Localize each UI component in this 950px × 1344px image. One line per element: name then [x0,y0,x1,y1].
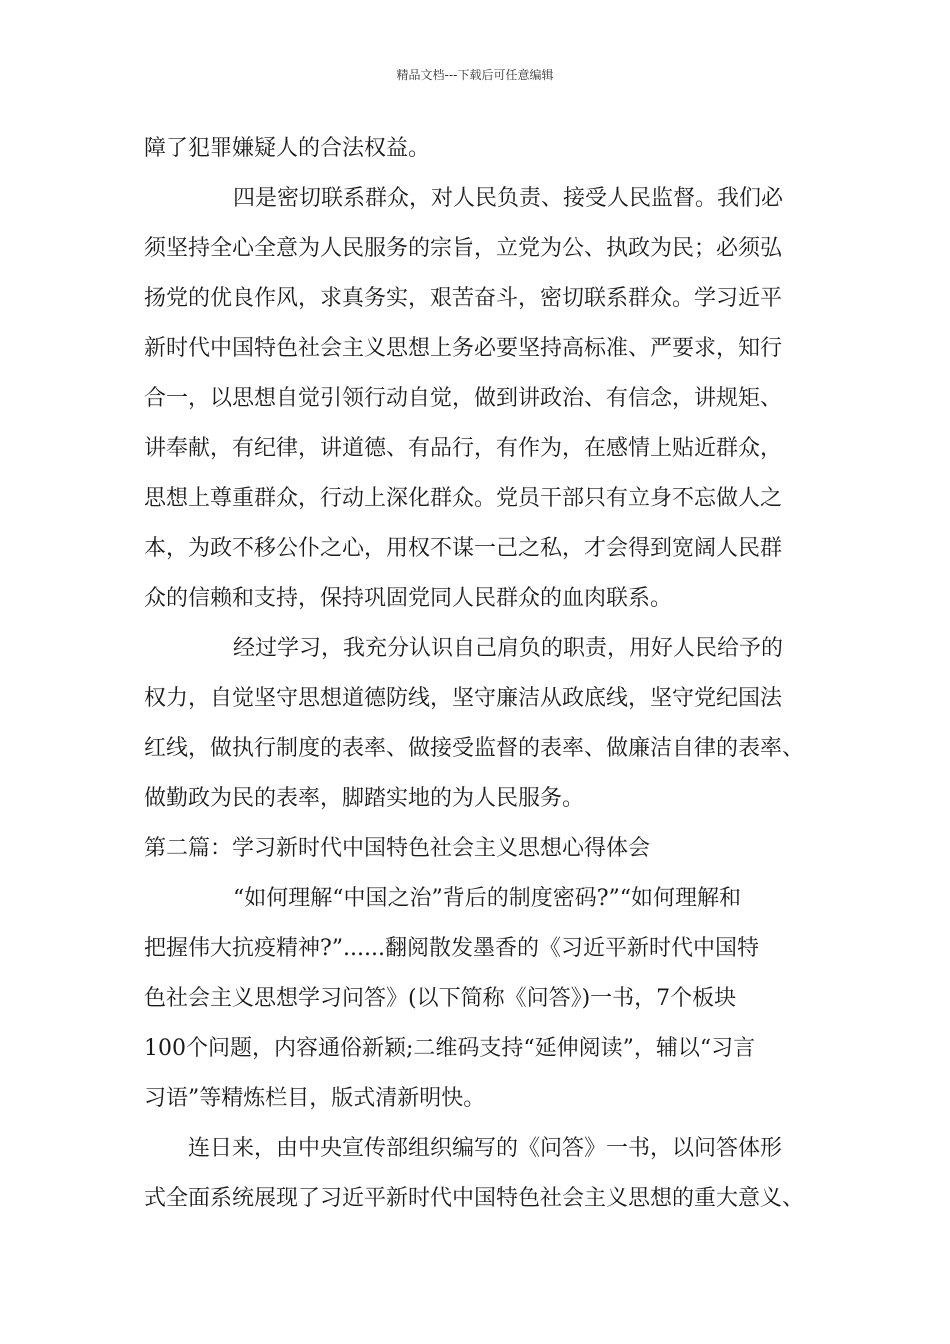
paragraph-start-line: 经过学习，我充分认识自己肩负的职责，用好人民给予的 [233,636,784,661]
text-line: 众的信赖和支持，保持巩固党同人民群众的血肉联系。 [144,586,673,611]
text-line: 式全面系统展现了习近平新时代中国特色社会主义思想的重大意义、 [144,1186,805,1211]
document-body [144,132,824,1232]
text-line: 做勤政为民的表率，脚踏实地的为人民服务。 [144,786,585,811]
section-heading: 第二篇：学习新时代中国特色社会主义思想心得体会 [144,836,651,861]
text-line: 扬党的优良作风，求真务实，艰苦奋斗，密切联系群众。学习近平 [144,286,783,311]
text-line: 权力，自觉坚守思想道德防线，坚守廉洁从政底线，坚守党纪国法 [144,686,783,711]
text-line: 须坚持全心全意为人民服务的宗旨，立党为公、执政为民；必须弘 [144,236,783,261]
text-line: 习语”等精炼栏目，版式清新明快。 [144,1086,486,1111]
text-line: 新时代中国特色社会主义思想上务必要坚持高标准、严要求，知行 [144,336,783,361]
text-line: 思想上尊重群众，行动上深化群众。党员干部只有立身不忘做人之 [144,486,783,511]
paragraph-start-line: “如何理解“中国之治”背后的制度密码?”“如何理解和 [233,886,742,911]
text-line: 障了犯罪嫌疑人的合法权益。 [144,136,431,161]
text-line: 红线，做执行制度的表率、做接受监督的表率、做廉洁自律的表率、 [144,736,805,761]
page-header: 精品文档---下载后可任意编辑 [396,68,554,82]
text-line: 100个问题，内容通俗新颖;二维码支持“延伸阅读”，辅以“习言 [144,1036,756,1061]
text-line: 本，为政不移公仆之心，用权不谋一己之私，才会得到宽阔人民群 [144,536,783,561]
paragraph-start-line: 四是密切联系群众，对人民负责、接受人民监督。我们必 [233,186,784,211]
text-line: 把握伟大抗疫精神?”......翻阅散发墨香的《习近平新时代中国特 [144,936,760,961]
text-line: 讲奉献，有纪律，讲道德、有品行，有作为，在感情上贴近群众， [144,436,783,461]
text-line: 色社会主义思想学习问答》(以下简称《问答》)一书，7个板块 [144,986,737,1011]
text-line: 合一，以思想自觉引领行动自觉，做到讲政治、有信念，讲规矩、 [144,386,783,411]
paragraph-start-line: 连日来，由中央宣传部组织编写的《问答》一书，以问答体形 [188,1136,783,1161]
